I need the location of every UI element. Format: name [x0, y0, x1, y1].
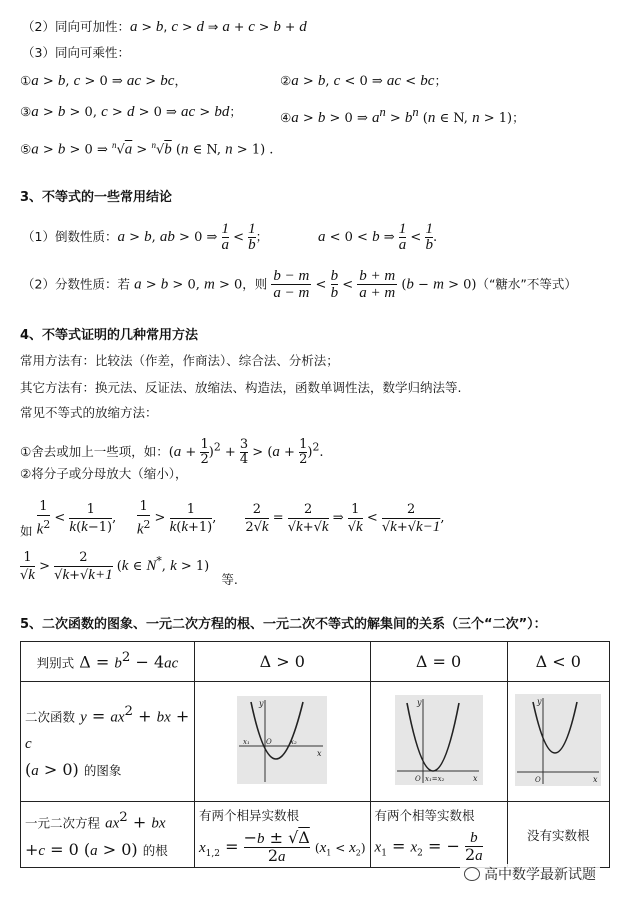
graph-no-root-cell [507, 682, 609, 802]
origin-label: O [414, 774, 421, 783]
graph-two-roots-cell [195, 682, 371, 802]
x1-label: x₁ [243, 737, 251, 746]
x-label: x [593, 774, 598, 784]
quadratic-relation-table [20, 641, 610, 868]
x12-label: x₁=x₂ [424, 774, 444, 783]
header-zero: Δ = 0 [370, 642, 507, 682]
line-7-visible: （2）分数性质：若 a > b > 0, m > 0，则 $\frac{b - m}{a - m}$ < $\frac{b}{b}$ < $\frac{b + m}{a + m} (b - m$ > 0)（“糖水”不等式） [22, 268, 577, 301]
section-4-heading: 4、不等式证明的几种常用方法 [20, 328, 199, 343]
parabola-no-root [515, 694, 601, 786]
line-3a-visible: ①a > b, c > 0 ⇒ ac > bc， [20, 73, 187, 89]
section-5-heading: 5、二次函数的图象、一元二次方程的根、一元二次不等式的解集间的关系（三个“二次”）： [20, 617, 547, 632]
line-9: 其它方法有：换元法、反证法、放缩法、构造法，函数单调性法，数学归纳法等. [20, 380, 462, 395]
line-1-visible: （2）同向可加性：a > b, c > d ⇒ a + c > b + d [22, 19, 307, 35]
watermark [460, 864, 600, 884]
graph-double-root-cell [370, 682, 507, 802]
roots-none-cell [507, 802, 609, 868]
roots-equal-text: 有两个相等实数根 [374, 808, 475, 823]
line-11-visible: ①舍去或加上一些项，如：(a + $\frac{1}{2})^2$ + $\frac{3}{4} > (a$ + $\frac{1}{2})^2$. [20, 437, 324, 467]
roots-equal-formula: $x_1 = x_2$ = − b 2a [374, 830, 483, 864]
parabola-two-roots [237, 696, 327, 784]
line-4b-visible: ④a > b > 0 ⇒ $a^n > b^n$ (n ∈ N, n > 1)； [280, 105, 525, 126]
line-10: 常见不等式的放缩方法： [20, 405, 158, 420]
line-14-visible: 1 √k > 2 √k+√k+1 (k ∈ N*, k > 1) 等. [20, 550, 238, 587]
line-5-visible: ⑤a > b > 0 ⇒ $^n$√a > $^n$√b (n ∈ N, n > 1) . [20, 140, 274, 158]
x-label: x [472, 773, 478, 783]
section-3-heading: 3、不等式的一些常用结论 [20, 190, 173, 205]
table-header-row [21, 642, 610, 682]
line-3b-visible: ②a > b, c < 0 ⇒ ac < bc； [280, 73, 447, 89]
y-label: y [537, 696, 542, 706]
wechat-icon [464, 867, 480, 881]
header-positive: Δ > 0 [195, 642, 371, 682]
origin-label: O [266, 737, 272, 746]
line-13-visible: 如 1 $k^2$ < 1 k(k−1), 1 $k^2$ > 1 k(k+1), 2 2√k = 2 √k+√k ⇒ 1 √k < 2 √k+√k−1, [20, 499, 445, 539]
roots-two-cell [195, 802, 371, 868]
line-6b-visible: a < 0 < b ⇒ $\frac{1}{a}$ < $\frac{1}{b}$. [318, 221, 438, 253]
line-2-visible: （3）同向可乘性： [22, 45, 130, 60]
roots-two-text: 有两个相异实数根 [199, 808, 300, 823]
roots-equal-cell [370, 802, 507, 868]
line-6a-visible: （1）倒数性质：a > b, ab > 0 ⇒ $\frac{1}{a}$ < $\frac{1}{b}$； [22, 221, 269, 253]
origin-label: O [535, 775, 541, 784]
line-4a-visible: ③a > b > 0, c > d > 0 ⇒ ac > bd； [20, 104, 242, 120]
roots-two-formula: $x_{1,2}$ = −b ± √Δ 2a $(x_1 < x_2)$ [199, 828, 366, 865]
line-8: 常用方法有：比较法（作差，作商法）、综合法、分析法； [20, 353, 339, 368]
x-label: x [317, 748, 322, 758]
row-graph-label: 二次函数 $y = ax^2$ + bx + c (a > 0) 的图象 [21, 682, 195, 802]
y-label: y [259, 698, 264, 708]
header-negative: Δ < 0 [507, 642, 609, 682]
table-row-roots [21, 802, 610, 868]
line-12: ②将分子或分母放大（缩小）， [20, 466, 188, 481]
row-roots-label: 一元二次方程 $ax^2$ + bx +c = 0 (a > 0) 的根 [21, 802, 195, 868]
header-discriminant: 判别式 $\Delta = b^2 - 4ac$ [21, 642, 195, 682]
x2-label: x₂ [290, 737, 298, 746]
watermark-text: 高中数学最新试题 [484, 867, 596, 883]
y-label: y [416, 697, 422, 707]
roots-none-text: 没有实数根 [527, 828, 590, 843]
table-row-graph [21, 682, 610, 802]
parabola-double-root [395, 695, 483, 785]
